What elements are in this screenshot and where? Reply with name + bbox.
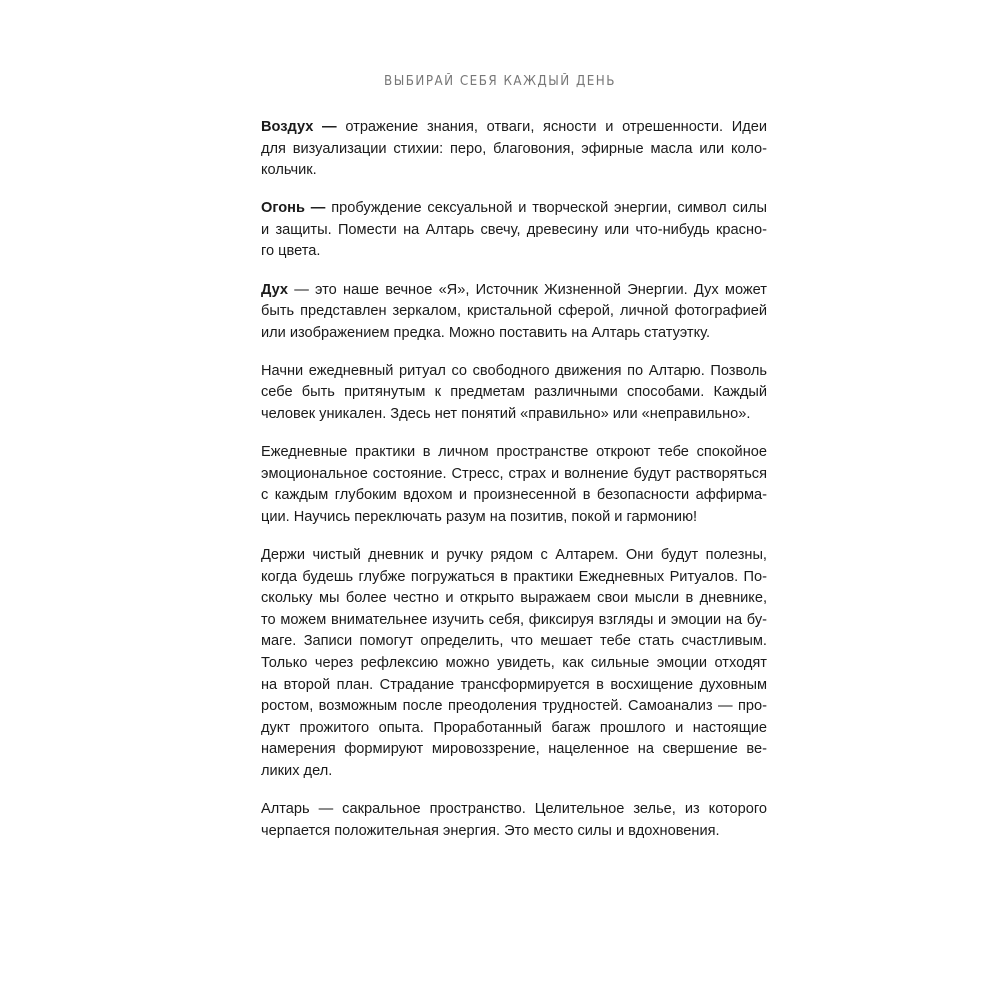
term-air: Воздух — <box>261 119 337 135</box>
paragraph-altar <box>261 799 767 842</box>
paragraph-fire <box>261 198 767 263</box>
term-fire: Огонь — <box>261 200 326 217</box>
term-spirit: Дух <box>261 281 288 298</box>
text-line: то можем внимательнее изучить себя, фиксируя взгляды и эмоции на бу- <box>261 611 767 628</box>
text-line: эмоциональное состояние. Стресс, страх и волнение будут растворяться <box>261 465 767 482</box>
text-line <box>261 198 767 220</box>
text-line: скольку мы более честно и открыто выражаем свои мысли в дневнике, <box>261 590 767 607</box>
text-line: ростом, возможным после преодоления трудностей. Самоанализ — про- <box>261 698 767 715</box>
text-segment: — это наше вечное «Я», Источник Жизненной Энергии. Дух может <box>288 281 767 298</box>
text-line: человек уникален. Здесь нет понятий «правильно» или «неправильно». <box>261 406 751 423</box>
paragraph-spirit <box>261 280 767 345</box>
text-line: Начни ежедневный ритуал со свободного движения по Алтарю. Позволь <box>261 362 767 379</box>
text-line: черпается положительная энергия. Это место силы и вдохновения. <box>261 822 720 839</box>
paragraph-air <box>261 117 767 182</box>
text-line: маге. Записи помогут определить, что мешает тебе стать счастливым. <box>261 633 767 650</box>
text-line: Ежедневные практики в личном пространстве откроют тебе спокойное <box>261 444 767 461</box>
text-line: себе быть притянутым к предметам различными способами. Каждый <box>261 384 767 401</box>
paragraph-practices <box>261 442 767 528</box>
text-line: ликих дел. <box>261 762 333 779</box>
running-head: ВЫБИРАЙ СЕБЯ КАЖДЫЙ ДЕНЬ <box>384 74 616 89</box>
text-segment: отражение знания, отваги, ясности и отрешенности. Идеи <box>336 119 767 135</box>
body-text <box>261 117 767 859</box>
text-line: кольчик. <box>261 162 317 179</box>
text-line: Алтарь — сакральное пространство. Целительное зелье, из которого <box>261 801 767 818</box>
text-line: или изображением предка. Можно поставить на Алтарь статуэтку. <box>261 324 711 341</box>
paragraph-ritual <box>261 361 767 426</box>
text-line: на второй план. Страдание трансформируется в восхищение духовным <box>261 676 767 693</box>
paragraph-journal <box>261 545 767 783</box>
text-line: для визуализации стихии: перо, благовония, эфирные масла или коло- <box>261 140 767 157</box>
text-line: и защиты. Помести на Алтарь свечу, древесину или что-нибудь красно- <box>261 221 767 238</box>
text-segment: пробуждение сексуальной и творческой энергии, символ силы <box>325 200 767 217</box>
text-line: дукт прожитого опыта. Проработанный багаж прошлого и настоящие <box>261 719 767 736</box>
text-line: Держи чистый дневник и ручку рядом с Алтарем. Они будут полезны, <box>261 547 767 563</box>
text-line <box>261 117 767 139</box>
text-line: намерения формируют мировоззрение, нацеленное на свершение ве- <box>261 741 767 758</box>
text-line: когда будешь глубже погружаться в практики Ежедневных Ритуалов. По- <box>261 568 767 585</box>
text-line: го цвета. <box>261 243 321 260</box>
text-line: ции. Научись переключать разум на позитив, покой и гармонию! <box>261 508 698 525</box>
text-line: с каждым глубоким вдохом и произнесенной в безопасности аффирма- <box>261 487 767 504</box>
text-line: Только через рефлексию можно увидеть, как сильные эмоции отходят <box>261 654 767 671</box>
text-line: быть представлен зеркалом, кристальной сферой, личной фотографией <box>261 303 767 320</box>
text-line <box>261 280 767 302</box>
